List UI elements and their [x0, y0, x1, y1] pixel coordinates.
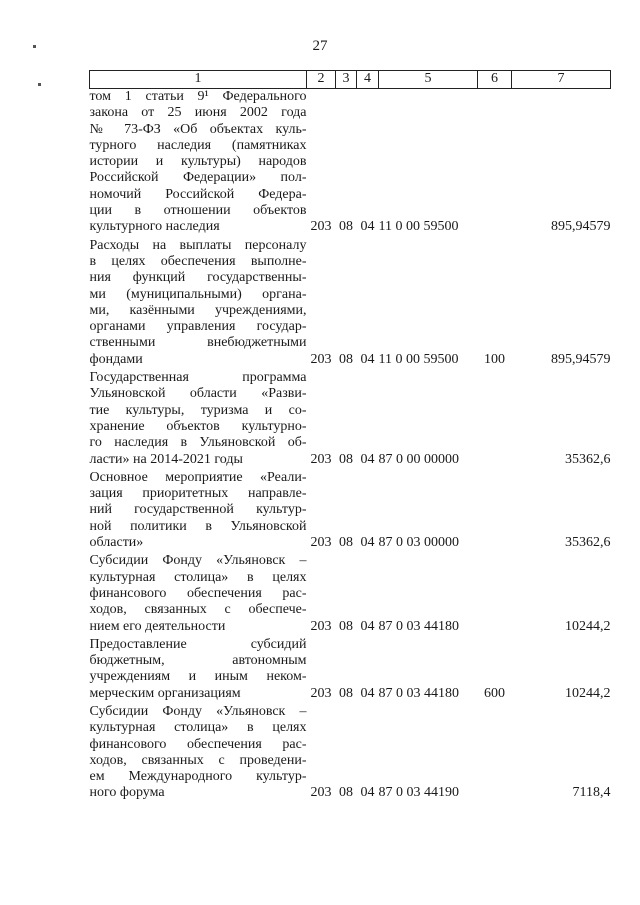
cell-target-article: 87 0 00 00000 [378, 451, 459, 467]
cell-amount: 10244,2 [565, 618, 611, 634]
cell-section: 08 [339, 451, 353, 467]
description-line: ласти» на 2014-2021 годы [89, 451, 243, 467]
scan-mark-1 [33, 45, 36, 48]
cell-subsection: 04 [360, 685, 375, 701]
description-line: Субсидии Фонду «Ульяновск – [89, 553, 307, 569]
row-description [90, 637, 307, 704]
cell-subsection: 04 [360, 618, 375, 634]
description-line: ми (муниципальными) органа- [89, 286, 307, 302]
cell-expense-type [478, 470, 512, 553]
description-line: учреждениям и иным неком- [89, 669, 307, 685]
row-description [90, 370, 307, 470]
description-line: ции в отношении объектов [89, 203, 307, 219]
description-line: Расходы на выплаты персоналу [89, 237, 307, 253]
cell-amount: 35362,6 [565, 451, 611, 467]
description-line: Предоставление субсидий [89, 636, 307, 652]
cell-target-article: 11 0 00 59500 [378, 219, 459, 235]
description-line: ния функций государственны- [89, 270, 307, 286]
description-line: в целях обеспечения выполне- [89, 253, 307, 269]
description-line: Государственная программа [89, 370, 307, 386]
table-row [90, 704, 611, 804]
description-line: ем Международного культур- [89, 769, 307, 785]
cell-expense-type [478, 553, 512, 636]
cell-admin-code: 203 [310, 685, 332, 701]
description-line: зация приоритетных направле- [89, 486, 307, 502]
cell-target-article: 87 0 03 44180 [378, 618, 459, 634]
cell-section: 08 [339, 219, 353, 235]
cell-amount: 10244,2 [565, 685, 611, 701]
table-row [90, 370, 611, 470]
description-line: Российской Федерации» пол- [89, 170, 307, 186]
description-line: культурная столица» в целях [89, 720, 307, 736]
cell-admin-code: 203 [310, 785, 332, 801]
description-line: мерческим организациям [89, 685, 241, 701]
description-line: бюджетным, автономным [89, 653, 307, 669]
description-line: ний государственной культур- [89, 502, 307, 518]
description-line: ного форума [89, 785, 165, 801]
description-line: финансового обеспечения рас- [89, 736, 307, 752]
cell-section: 08 [339, 535, 353, 551]
table-row [90, 470, 611, 553]
cell-amount: 895,94579 [551, 219, 611, 235]
cell-admin-code: 203 [310, 535, 332, 551]
cell-amount: 895,94579 [551, 351, 611, 367]
cell-section: 08 [339, 785, 353, 801]
description-line: ной политики в Ульяновской [89, 518, 307, 534]
cell-subsection: 04 [360, 785, 375, 801]
header-col-7: 7 [512, 71, 611, 89]
cell-subsection: 04 [360, 535, 375, 551]
description-line: го наследия в Ульяновской об- [89, 435, 307, 451]
cell-target-article: 87 0 03 00000 [378, 535, 459, 551]
header-col-3: 3 [336, 71, 357, 89]
cell-admin-code: 203 [310, 451, 332, 467]
description-line: Основное мероприятие «Реали- [89, 469, 307, 485]
table-body [90, 89, 611, 804]
table-row [90, 637, 611, 704]
description-line: ми, казёнными учреждениями, [89, 302, 307, 318]
header-col-4: 4 [357, 71, 379, 89]
cell-section: 08 [339, 351, 353, 367]
row-description [90, 704, 307, 804]
description-line: культурная столица» в целях [89, 569, 307, 585]
row-description [90, 553, 307, 636]
description-line: № 73-ФЗ «Об объектах куль- [89, 121, 307, 137]
header-col-1: 1 [90, 71, 307, 89]
description-line: области» [89, 535, 144, 551]
cell-expense-type [478, 370, 512, 470]
cell-amount: 7118,4 [572, 785, 611, 801]
cell-amount: 35362,6 [565, 535, 611, 551]
header-col-2: 2 [307, 71, 336, 89]
row-description [90, 238, 307, 370]
cell-subsection: 04 [360, 451, 375, 467]
description-line: том 1 статьи 9¹ Федерального [89, 89, 307, 104]
description-line: тие культуры, туризма и со- [89, 402, 307, 418]
description-line: органами управления государ- [89, 319, 307, 335]
cell-target-article: 87 0 03 44180 [378, 685, 459, 701]
cell-expense-type: 600 [484, 685, 505, 701]
cell-admin-code: 203 [310, 351, 332, 367]
cell-expense-type [478, 89, 512, 238]
description-line: культурного наследия [89, 219, 220, 235]
cell-section: 08 [339, 618, 353, 634]
description-line: турного наследия (памятниках [89, 137, 307, 153]
description-line: ходов, связанных с обеспече- [89, 602, 307, 618]
description-line: финансового обеспечения рас- [89, 585, 307, 601]
cell-section: 08 [339, 685, 353, 701]
cell-target-article: 11 0 00 59500 [378, 351, 459, 367]
row-description [90, 470, 307, 553]
description-line: истории и культуры) народов [89, 154, 307, 170]
page-number: 27 [312, 38, 328, 54]
description-line: хранение объектов культурно- [89, 418, 307, 434]
cell-admin-code: 203 [310, 219, 332, 235]
description-line: нием его деятельности [89, 618, 226, 634]
scan-mark-2 [38, 83, 41, 86]
description-line: закона от 25 июня 2002 года [89, 105, 307, 121]
cell-subsection: 04 [360, 219, 375, 235]
cell-expense-type [478, 704, 512, 804]
header-row [90, 71, 611, 89]
description-line: Субсидии Фонду «Ульяновск – [89, 703, 307, 719]
description-line: Ульяновской области «Разви- [89, 386, 307, 402]
description-line: фондами [89, 351, 143, 367]
table-row [90, 238, 611, 370]
row-description [90, 89, 307, 238]
description-line: ходов, связанных с проведени- [89, 752, 307, 768]
description-line: ственными внебюджетными [89, 335, 307, 351]
cell-expense-type: 100 [484, 351, 505, 367]
budget-table [89, 70, 611, 804]
cell-admin-code: 203 [310, 618, 332, 634]
cell-subsection: 04 [360, 351, 375, 367]
header-col-5: 5 [379, 71, 478, 89]
description-line: номочий Российской Федера- [89, 186, 307, 202]
table-row [90, 553, 611, 636]
table-row [90, 89, 611, 238]
header-col-6: 6 [478, 71, 512, 89]
cell-target-article: 87 0 03 44190 [378, 785, 459, 801]
